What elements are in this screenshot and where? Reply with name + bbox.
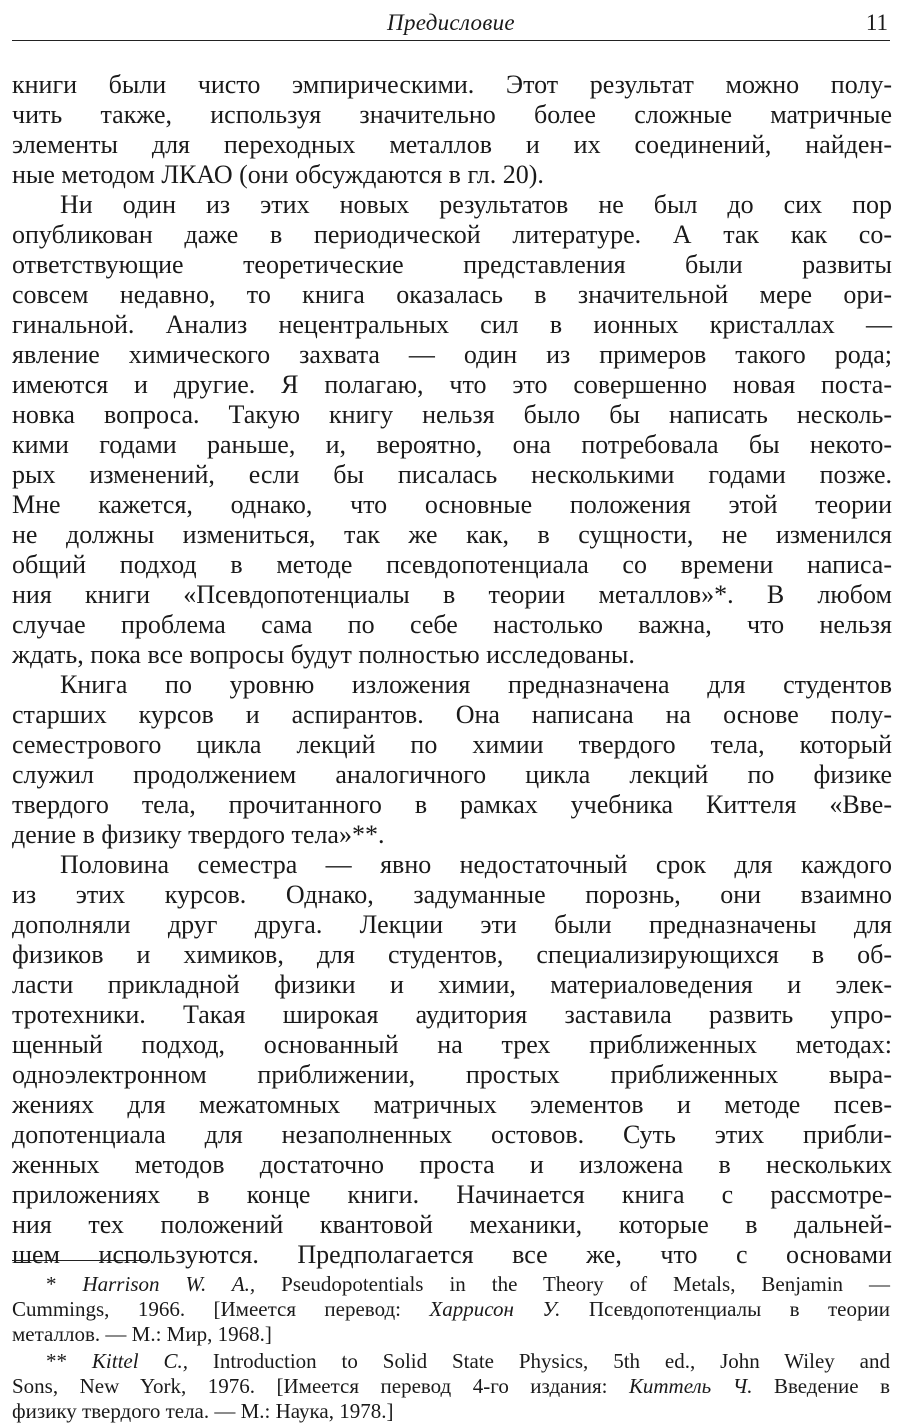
text-line: женных методов достаточно проста и изложена в нескольких: [12, 1150, 892, 1179]
text-line: Половина семестра — явно недостаточный срок для каждого: [60, 850, 892, 879]
text-line: дополняли друг друга. Лекции эти были предназначены для: [12, 910, 892, 939]
running-title: Предисловие: [387, 10, 515, 35]
text-line: семестрового цикла лекций по химии твердого тела, который: [12, 730, 892, 759]
text-line: не должны измениться, так же как, в сущности, не изменился: [12, 520, 892, 549]
text-line: общий подход в методе псевдопотенциала со времени написа-: [12, 550, 892, 579]
text-line: ждать, пока все вопросы будут полностью исследованы.: [12, 640, 635, 669]
text-line: служил продолжением аналогичного цикла лекций по физике: [12, 760, 892, 789]
text-line: твердого тела, прочитанного в рамках учебника Киттеля «Вве-: [12, 790, 892, 819]
text-line: ответствующие теоретические представления были развиты: [12, 250, 892, 279]
text-line: тротехники. Такая широкая аудитория заставила развить упро-: [12, 1000, 892, 1029]
text-line: кими годами раньше, и, вероятно, она потребовала бы некото-: [12, 430, 892, 459]
footnote-2-translator: Киттель Ч.: [628, 1374, 753, 1398]
footnote-1-line: металлов. — М.: Мир, 1968.]: [12, 1322, 272, 1346]
footnote-2-line: физику твердого тела. — М.: Наука, 1978.]: [12, 1399, 394, 1423]
text-line: Мне кажется, однако, что основные положения этой теории: [12, 490, 892, 519]
text-line: ласти прикладной физики и химии, материаловедения и элек-: [12, 970, 892, 999]
footnote-2-text: Sons, New York, 1976. [Имеется перевод 4-го издания:: [12, 1374, 629, 1398]
text-line: совсем недавно, то книга оказалась в значительной мере ори-: [12, 280, 892, 309]
footnote-1-text: Pseudopotentials in the Theory of Metals, Benjamin —: [281, 1272, 891, 1296]
text-line: ния тех положений квантовой механики, которые в дальней-: [12, 1210, 892, 1239]
running-head: [12, 6, 890, 41]
footnote-1-line: [12, 1272, 890, 1297]
footnote-1-author: Harrison W. A.,: [82, 1272, 256, 1296]
footnote-2-text: Введение в: [752, 1374, 891, 1398]
text-line: дение в физику твердого тела»**.: [12, 820, 385, 849]
text-line: одноэлектронном приближении, простых приближенных выра-: [12, 1060, 892, 1089]
footnote-1-text: Псевдопотенциалы в теории: [560, 1297, 890, 1321]
text-line: гинальной. Анализ нецентральных сил в ионных кристаллах —: [12, 310, 892, 339]
footnotes: [12, 1272, 890, 1424]
footnote-1-text: Cummings, 1966. [Имеется перевод:: [12, 1297, 430, 1321]
footnote-2-marker: **: [46, 1349, 67, 1373]
footnote-1-translator: Харрисон У.: [429, 1297, 561, 1321]
footnote-1-marker: *: [46, 1272, 57, 1296]
footnote-2-line: [12, 1349, 890, 1374]
text-line: элементы для переходных металлов и их соединений, найден-: [12, 130, 892, 159]
text-line: из этих курсов. Однако, задуманные порознь, они взаимно: [12, 880, 892, 909]
body-text: [12, 70, 892, 1270]
text-line: Ни один из этих новых результатов не был до сих пор: [60, 190, 892, 219]
text-line: щенный подход, основанный на трех приближенных методах:: [12, 1030, 892, 1059]
text-line: приложениях в конце книги. Начинается книга с рассмотре-: [12, 1180, 892, 1209]
text-line: опубликован даже в периодической литературе. А так как со-: [12, 220, 892, 249]
text-line: ния книги «Псевдопотенциалы в теории металлов»*. В любом: [12, 580, 892, 609]
text-line: книги были чисто эмпирическими. Этот результат можно полу-: [12, 70, 892, 99]
text-line: допотенциала для незаполненных остовов. Суть этих прибли-: [12, 1120, 892, 1149]
page-number: 11: [865, 10, 888, 35]
text-line: случае проблема сама по себе настолько важна, что нельзя: [12, 610, 892, 639]
text-line: рых изменений, если бы писалась несколькими годами позже.: [12, 460, 892, 489]
footnote-2-text: Introduction to Solid State Physics, 5th ed., John Wiley and: [212, 1349, 890, 1373]
text-line: имеются и другие. Я полагаю, что это совершенно новая поста-: [12, 370, 892, 399]
footnote-2-author: Kittel C.,: [91, 1349, 188, 1373]
footnote-divider: [12, 1260, 150, 1261]
text-line: чить также, используя значительно более сложные матричные: [12, 100, 892, 129]
text-line: новка вопроса. Такую книгу нельзя было бы написать несколь-: [12, 400, 892, 429]
text-line: ные методом ЛКАО (они обсуждаются в гл. 20).: [12, 160, 544, 189]
text-line: Книга по уровню изложения предназначена для студентов: [60, 670, 892, 699]
text-line: физиков и химиков, для студентов, специализирующихся в об-: [12, 940, 892, 969]
footnote-2-line: [12, 1374, 890, 1399]
text-line: шем используются. Предполагается все же, что с основами: [12, 1240, 892, 1269]
text-line: жениях для межатомных матричных элементов и методе псев-: [12, 1090, 892, 1119]
text-line: старших курсов и аспирантов. Она написана на основе полу-: [12, 700, 892, 729]
footnote-1-line: [12, 1297, 890, 1322]
text-line: явление химического захвата — один из примеров такого рода;: [12, 340, 892, 369]
